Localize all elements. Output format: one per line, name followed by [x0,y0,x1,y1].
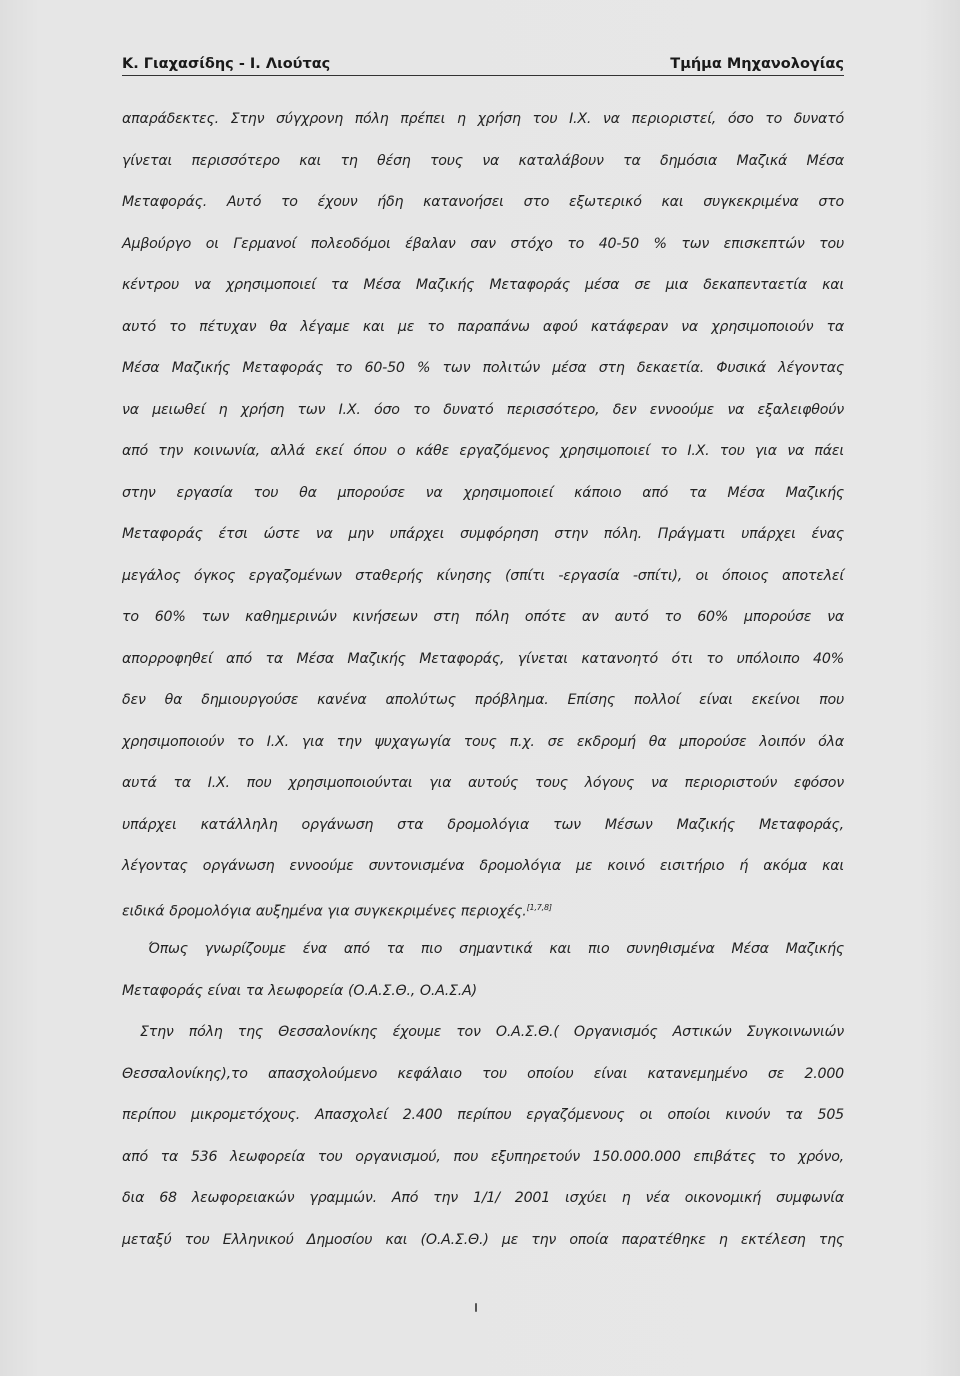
text-line: λέγοντας οργάνωση εννοούμε συντονισμένα δρομολόγια με κοινό εισιτήριο ή ακόμα και [122,858,844,874]
text-line: ειδικά δρομολόγια αυξημένα για συγκεκριμένες περιοχές. [122,903,527,920]
text-line: το 60% των καθημερινών κινήσεων στη πόλη οπότε αν αυτό το 60% μπορούσε να [122,609,844,625]
text-line: Μέσα Μαζικής Μεταφοράς το 60-50 % των πολιτών μέσα στη δεκαετία. Φυσικά λέγοντας [122,360,844,376]
text-line-last-with-citation [122,898,844,940]
body-text [122,109,844,1271]
text-line: Μεταφοράς είναι τα λεωφορεία (Ο.Α.Σ.Θ., Ο.Α.Σ.Α) [122,982,477,999]
text-line: να μειωθεί η χρήση των Ι.Χ. όσο το δυνατό περισσότερο, δεν εννοούμε να εξαλειφθούν [122,401,844,418]
text-line: Θεσσαλονίκης),το απασχολούμενο κεφάλαιο του οποίου είναι κατανεμημένο σε 2.000 [122,1065,844,1082]
text-line: περίπου μικρομετόχους. Απασχολεί 2.400 περίπου εργαζόμενους οι οποίοι κινούν τα 505 [122,1107,844,1123]
header-authors: Κ. Γιαχασίδης - Ι. Λιούτας [122,56,331,72]
header-department: Τμήμα Μηχανολογίας [670,56,844,72]
text-line: απορροφηθεί από τα Μέσα Μαζικής Μεταφοράς, γίνεται κατανοητό ότι το υπόλοιπο 40% [122,650,844,667]
text-line: αυτά τα Ι.Χ. που χρησιμοποιούνται για αυτούς τους λόγους να περιοριστούν εφόσον [122,775,844,791]
citation-reference: [1,7,8] [526,902,552,912]
text-line: από τα 536 λεωφορεία του οργανισμού, που εξυπηρετούν 150.000.000 επιβάτες το χρόνο, [122,1148,844,1165]
text-line: απαράδεκτες. Στην σύγχρονη πόλη πρέπει η χρήση του Ι.Χ. να περιοριστεί, όσο το δυνατό [122,111,844,127]
text-line: δια 68 λεωφορειακών γραμμών. Από την 1/1/ 2001 ισχύει η νέα οικονομική συμφωνία [122,1190,844,1206]
text-line: κέντρου να χρησιμοποιεί τα Μέσα Μαζικής Μεταφοράς μέσα σε μια δεκαπενταετία και [122,277,844,293]
text-line: Όπως γνωρίζουμε ένα από τα πιο σημαντικά και πιο συνηθισμένα Μέσα Μαζικής [148,941,844,957]
text-line: Αμβούργο οι Γερμανοί πολεοδόμοι έβαλαν σαν στόχο το 40-50 % των επισκεπτών του [122,235,844,252]
text-line: Στην πόλη της Θεσσαλονίκης έχουμε τον Ο.Α.Σ.Θ.( Οργανισμός Αστικών Συγκοινωνιών [140,1024,844,1040]
text-line: Μεταφοράς. Αυτό το έχουν ήδη κατανοήσει στο εξωτερικό και συγκεκριμένα στο [122,194,844,210]
text-line: από την κοινωνία, αλλά εκεί όπου ο κάθε εργαζόμενος χρησιμοποιεί το Ι.Χ. του για να πάει [122,443,844,459]
text-line: Μεταφοράς έτσι ώστε να μην υπάρχει συμφόρηση στην πόλη. Πράγματι υπάρχει ένας [122,526,844,542]
page-header [122,56,844,82]
text-line: γίνεται περισσότερο και τη θέση τους να καταλάβουν τα δημόσια Μαζικά Μέσα [122,152,844,169]
text-line: μεγάλος όγκος εργαζομένων σταθερής κίνησης (σπίτι -εργασία -σπίτι), οι όποιος αποτελεί [122,567,844,584]
text-line: μεταξύ του Ελληνικού Δημοσίου και (Ο.Α.Σ.Θ.) με την οποία παρατέθηκε η εκτέλεση της [122,1231,844,1248]
text-line: στην εργασία του θα μπορούσε να χρησιμοποιεί κάποιο από τα Μέσα Μαζικής [122,484,844,501]
text-line: υπάρχει κατάλληλη οργάνωση στα δρομολόγια των Μέσων Μαζικής Μεταφοράς, [122,816,844,833]
text-line: αυτό το πέτυχαν θα λέγαμε και με το παραπάνω αφού κατάφεραν να χρησιμοποιούν τα [122,318,844,335]
header-rule [122,75,844,76]
text-line: χρησιμοποιούν το Ι.Χ. για την ψυχαγωγία τους π.χ. σε εκδρομή θα μπορούσε λοιπόν όλα [122,733,844,750]
scan-speck [475,1303,477,1312]
text-line: δεν θα δημιουργούσε κανένα απολύτως πρόβλημα. Επίσης πολλοί είναι εκείνοι που [122,692,844,708]
